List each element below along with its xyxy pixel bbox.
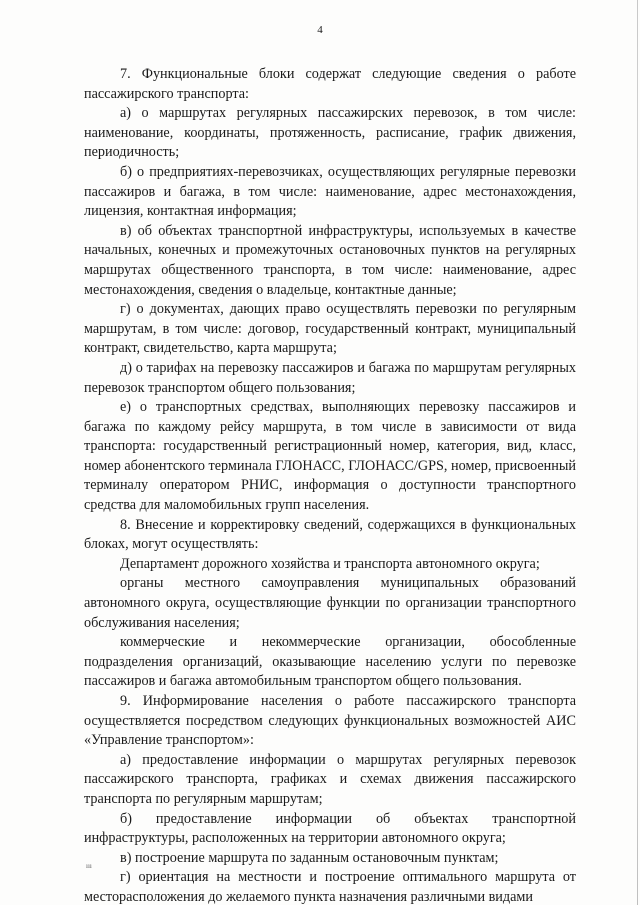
paragraph-8: 8. Внесение и корректировку сведений, содержащихся в функциональных блоках, могут осуществлять:	[84, 516, 576, 553]
paragraph-7b: б) о предприятиях-перевозчиках, осуществляющих регулярные перевозки пассажиров и багажа, в том числе: наименование, адрес местонахождения, лицензия, контактная информация;	[84, 163, 576, 220]
page-number: 4	[317, 24, 323, 36]
paragraph-7a: а) о маршрутах регулярных пассажирских перевозок, в том числе: наименование, координаты, протяженность, расписание, график движения, периодичность;	[84, 105, 576, 161]
paragraph-7d: д) о тарифах на перевозку пассажиров и багажа по маршрутам регулярных перевозок транспортом общего пользования;	[84, 359, 576, 396]
paragraph-9b: б) предоставление информации об объектах транспортной инфраструктуры, расположенных на территории автономного округа;	[84, 810, 576, 847]
paragraph-7g: г) о документах, дающих право осуществлять перевозки по регулярным маршрутам, в том числе: договор, государственный контракт, муниципальный контракт, свидетельство, карта маршрута;	[84, 301, 576, 357]
body-text	[84, 65, 576, 908]
paragraph-9v: в) построение маршрута по заданным остановочным пунктам;	[120, 849, 499, 866]
paragraph-9a: а) предоставление информации о маршрутах регулярных перевозок пассажирского транспорта, графиках и схемах движения пассажирского транспорта по регулярным маршрутам;	[84, 751, 576, 807]
paragraph-8-municipal: органы местного самоуправления муниципальных образований автономного округа, осуществляющие функции по организации транспортного обслуживания населения;	[84, 575, 576, 631]
paragraph-8-organizations: коммерческие и некоммерческие организации, обособленные подразделения организаций, оказывающие населению услуги по перевозке пассажиров и багажа автомобильным транспортом общего пользования.	[84, 634, 576, 690]
paragraph-8-department: Департамент дорожного хозяйства и транспорта автономного округа;	[120, 555, 540, 572]
footer-mark: ııı	[86, 862, 92, 870]
paragraph-7: 7. Функциональные блоки содержат следующие сведения о работе пассажирского транспорта:	[84, 66, 576, 102]
paragraph-7v: в) об объектах транспортной инфраструктуры, используемых в качестве начальных, конечных и промежуточных остановочных пунктов на регулярных маршрутах общественного транспорта, в том числе: наименование, адрес местонахождения, сведения о владельце, контактные данные;	[84, 222, 576, 298]
paragraph-9g: г) ориентация на местности и построение оптимального маршрута от месторасположения до желаемого пункта назначения различными видами	[84, 869, 576, 905]
paragraph-7e: е) о транспортных средствах, выполняющих перевозку пассажиров и багажа по каждому рейсу маршрута, в том числе в зависимости от вида транспорта: государственный регистрационный номер, категория, вид, класс, номер абонентского терминала ГЛОНАСС, ГЛОНАСС/GPS, номер, присвоенный терминалу оператором РНИС, информация о доступности транспортного средства для маломобильных групп населения.	[84, 399, 576, 514]
paragraph-9: 9. Информирование населения о работе пассажирского транспорта осуществляется посредством следующих функциональных возможностей АИС «Управление транспортом»:	[84, 693, 576, 749]
page-edge-shadow	[637, 0, 638, 905]
